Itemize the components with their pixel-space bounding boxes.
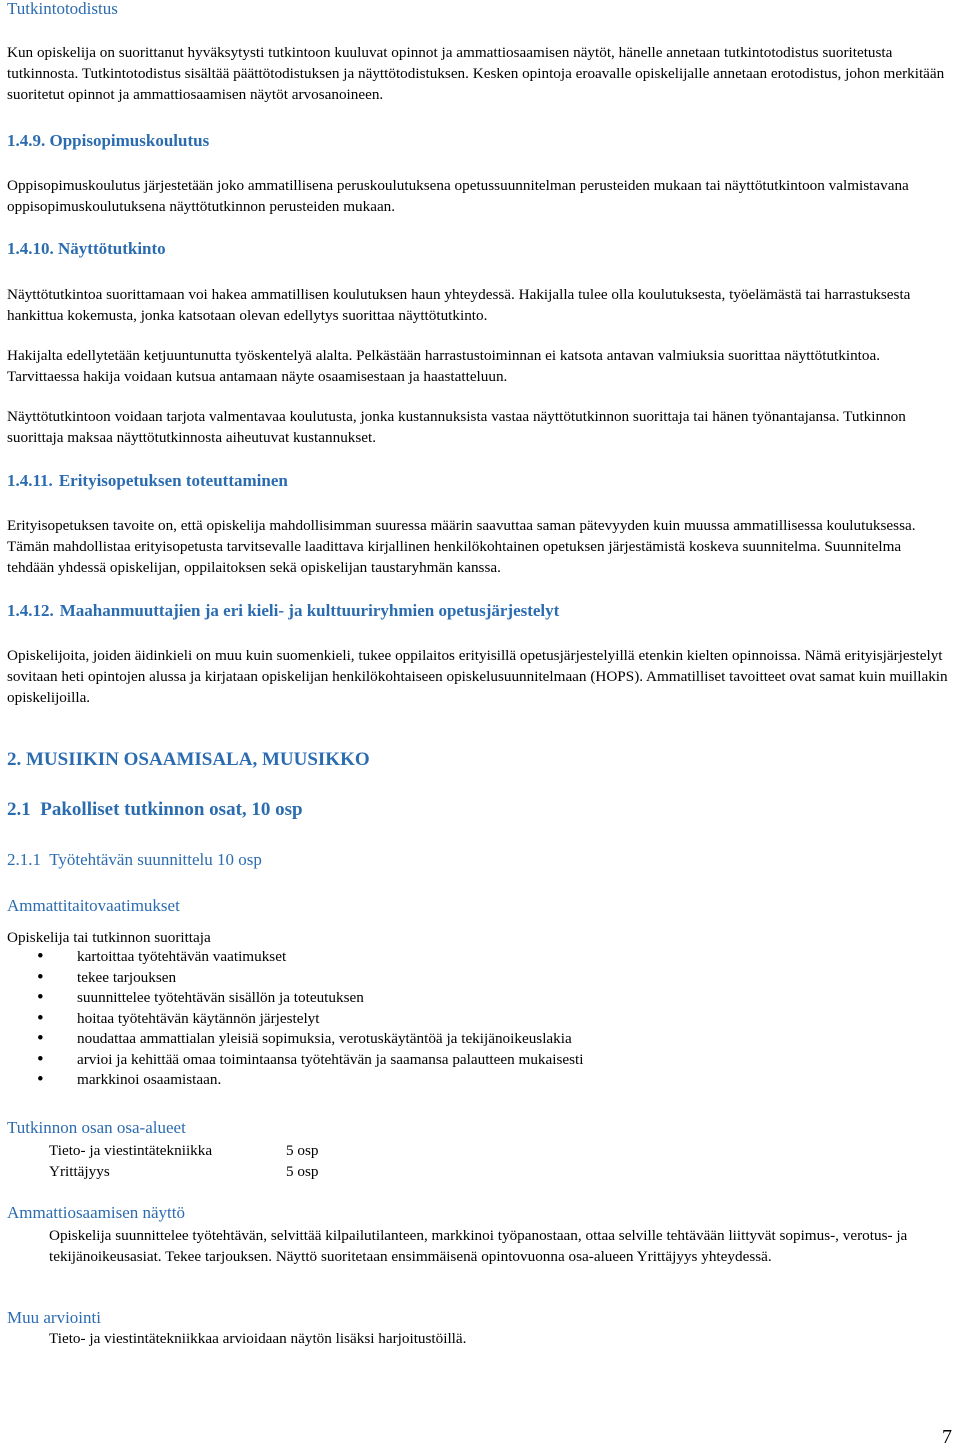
heading-ammattiosaamisen-naytto: Ammattiosaamisen näyttö — [7, 1203, 185, 1222]
table-cell-name: Tieto- ja viestintätekniikka — [49, 1142, 213, 1159]
heading-2-1-1: 2.1.1 Työtehtävän suunnittelu 10 osp — [7, 850, 262, 869]
section-title: Maahanmuuttajien ja eri kieli- ja kulttuuriryhmien opetusjärjestelyt — [59, 601, 560, 620]
heading-osa-alueet: Tutkinnon osan osa-alueet — [7, 1118, 186, 1137]
table-cell-value: 5 osp — [286, 1163, 319, 1180]
paragraph-naytto: Opiskelija suunnittelee työtehtävän, selvittää kilpailutilanteen, markkinoi työpanostaan, ottaa selville tehtävään liittyvät sopimus-, verotus- ja tekijänoikeusasiat. Tekee tarjouksen. Näyttö suoritetaan ensimmäisenä opintovuonna osa-alueen Yrittäjyys yhteydessä. — [49, 1227, 908, 1265]
section-title: Erityisopetuksen toteuttaminen — [58, 471, 288, 490]
paragraph-nayttotutkinto-2: Hakijalta edellytetään ketjuuntunutta työskentelyä alalta. Pelkästään harrastustoiminnan ei katsota antavan valmiuksia suorittaa näyttötutkintoa. Tarvittaessa hakija voidaan kutsua antamaan näyte osaamisestaan ja haastatteluun. — [7, 347, 881, 385]
page-number: 7 — [942, 1426, 952, 1448]
list-item: • kartoittaa työtehtävän vaatimukset — [35, 947, 950, 968]
paragraph-muu-arviointi: Tieto- ja viestintätekniikkaa arvioidaan näytön lisäksi harjoitustöillä. — [49, 1330, 467, 1347]
table-row — [49, 1140, 319, 1161]
list-item: • hoitaa työtehtävän käytännön järjestelyt — [35, 1009, 950, 1030]
heading-1-4-11 — [7, 470, 952, 492]
heading-ammattitaitovaatimukset: Ammattitaitovaatimukset — [7, 896, 180, 915]
list-item: • markkinoi osaamistaan. — [35, 1070, 950, 1091]
list-item: • suunnittelee työtehtävän sisällön ja toteutuksen — [35, 988, 950, 1009]
list-item: • arvioi ja kehittää omaa toimintaansa työtehtävän ja saamansa palautteen mukaisesti — [35, 1050, 950, 1071]
section-number: 1.4.11. — [7, 471, 53, 490]
table-cell-name: Yrittäjyys — [49, 1163, 110, 1180]
requirements-list — [35, 947, 950, 1091]
list-item: • noudattaa ammattialan yleisiä sopimuksia, verotuskäytäntöä ja tekijänoikeuslakia — [35, 1029, 950, 1050]
paragraph-nayttotutkinto-3: Näyttötutkintoon voidaan tarjota valmentavaa koulutusta, jonka kustannuksista vastaa näyttötutkinnon suorittaja tai hänen työnantajansa. Tutkinnon suorittaja maksaa näyttötutkinnosta aiheutuvat kustannukset. — [7, 408, 906, 446]
paragraph-oppisopimuskoulutus: Oppisopimuskoulutus järjestetään joko ammatillisena peruskoulutuksena opetussuunnitelman perusteiden mukaan tai näyttötutkintoon valmistavana oppisopimuskoulutuksena näyttötutkinnon perusteiden mukaan. — [7, 177, 909, 215]
heading-1-4-12 — [7, 600, 952, 622]
list-item: • tekee tarjouksen — [35, 968, 950, 989]
heading-1-4-10: 1.4.10. Näyttötutkinto — [7, 239, 166, 258]
heading-2-1: 2.1 Pakolliset tutkinnon osat, 10 osp — [7, 799, 303, 820]
paragraph-intro: Opiskelija tai tutkinnon suorittaja — [7, 929, 211, 946]
section-number: 1.4.12. — [7, 601, 54, 620]
osa-alueet-table — [49, 1140, 319, 1182]
paragraph-maahanmuuttajat: Opiskelijoita, joiden äidinkieli on muu kuin suomenkieli, tukee oppilaitos erityisillä opetusjärjestelyillä etenkin kielten opinnoissa. Nämä erityisjärjestelyt sovitaan heti opintojen alussa ja kirjataan opiskelijan henkilökohtaiseen opiskelusuunnitelmaan (HOPS). Ammatilliset tavoitteet ovat samat kuin muillakin opiskelijoilla. — [7, 647, 948, 706]
heading-chapter-2: 2. MUSIIKIN OSAAMISALA, MUUSIKKO — [7, 749, 370, 770]
heading-1-4-9: 1.4.9. Oppisopimuskoulutus — [7, 131, 210, 150]
table-cell-value: 5 osp — [286, 1142, 319, 1159]
paragraph-erityisopetus: Erityisopetuksen tavoite on, että opiskelija mahdollisimman suuressa määrin saavuttaa saman pätevyyden kuin muussa ammatillisessa koulutuksessa. Tämän mahdollistaa erityisopetusta tarvitsevalle laadittava kirjallinen henkilökohtainen opetuksen järjestämistä koskeva suunnitelma. Suunnitelma tehdään yhdessä opiskelijan, oppilaitoksen sekä opiskelijan taustaryhmän kanssa. — [7, 517, 916, 576]
paragraph-nayttotutkinto-1: Näyttötutkintoa suorittamaan voi hakea ammatillisen koulutuksen haun yhteydessä. Hakijalla tulee olla koulutuksesta, työelämästä tai harrastuksesta hankittua kokemusta, jonka katsotaan olevan edellytys suorittaa näyttötutkinto. — [7, 286, 911, 324]
heading-tutkintotodistus: Tutkintotodistus — [7, 0, 118, 18]
table-row — [49, 1161, 319, 1182]
paragraph-tutkintotodistus: Kun opiskelija on suorittanut hyväksytysti tutkintoon kuuluvat opinnot ja ammattiosaamisen näytöt, hänelle annetaan tutkintotodistus suoritetusta tutkinnosta. Tutkintotodistus sisältää päättötodistuksen ja näyttötodistuksen. Kesken opintoja eroavalle opiskelijalle annetaan erotodistus, johon merkitään suoritetut opinnot ja ammattiosaamisen näytöt arvosanoineen. — [7, 44, 945, 103]
heading-muu-arviointi: Muu arviointi — [7, 1308, 101, 1327]
